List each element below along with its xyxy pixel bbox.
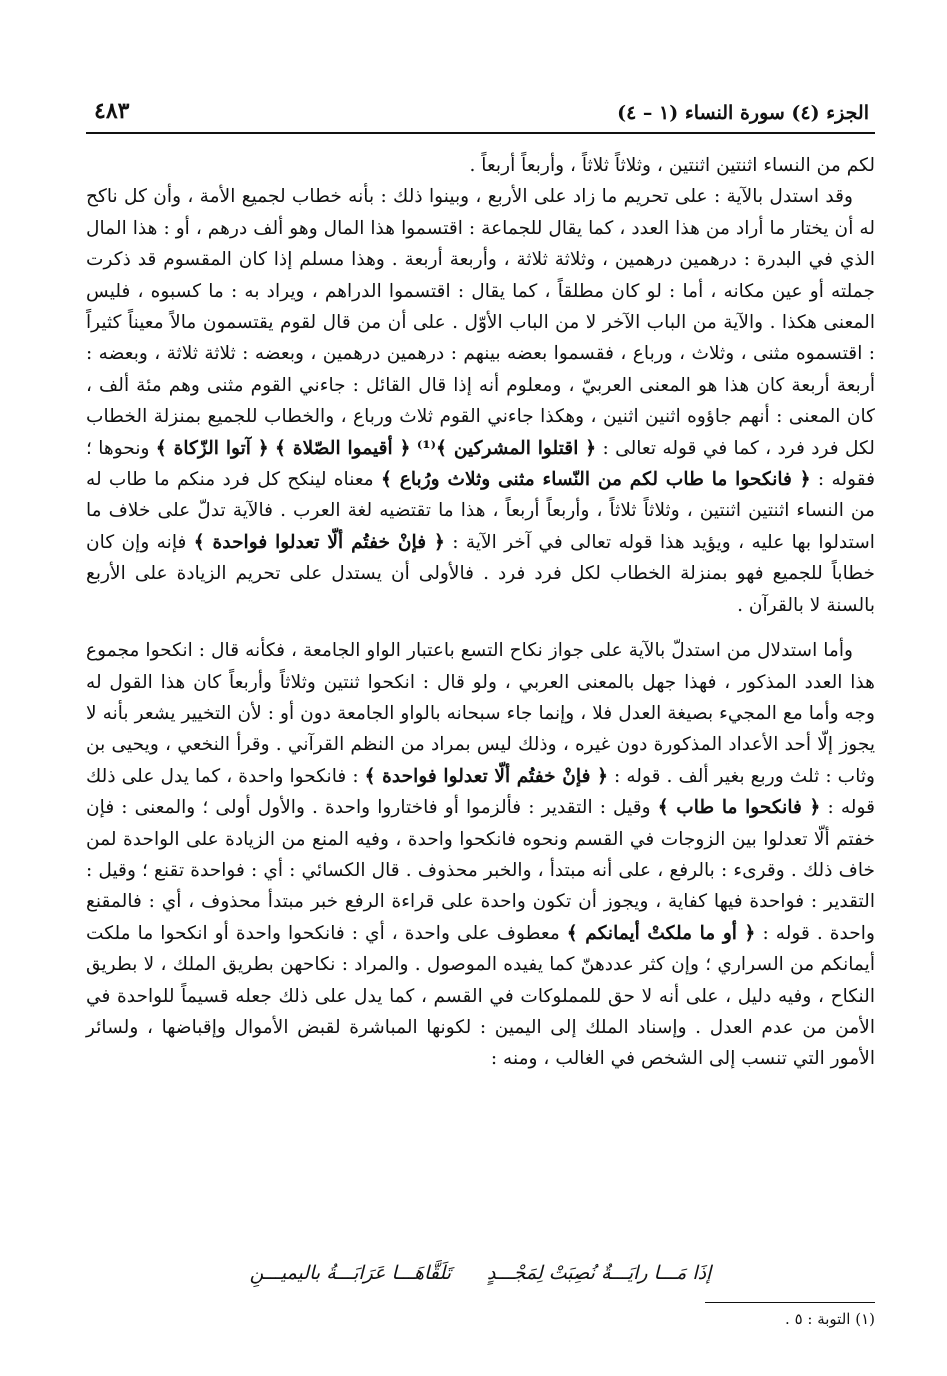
quran-verse: ﴿ آتوا الزّكاة ﴾ <box>155 437 269 459</box>
paragraph-2-end: معناه لينكح كل فرد منكم ما طاب له من النساء اثنتين اثنتين ، وثلاثاً ثلاثاً ، وأربعاً أربعاً ، هذا ما تقتضيه لغة العرب . فالآية تدلّ على خلاف ما استدلوا بها عليه ، ويؤيد هذا قوله تعالى في آخر الآية : <box>86 469 875 553</box>
page-header <box>86 92 875 134</box>
footnote-divider <box>705 1302 875 1303</box>
paragraph-3 <box>86 635 875 1075</box>
quran-verse: ﴿ أقيموا الصّلاة ﴾ <box>275 437 411 459</box>
quran-verse: ﴿ اقتلوا المشركين ﴾⁽¹⁾ <box>416 437 597 459</box>
quran-verse: ﴿ فانكحوا ما طاب لكم من النّساء مثنى وثلاث ورُباع ﴾ <box>381 469 811 491</box>
poem-hemistich-1: إذَا مَـــا رايَـــةٌ نُصِبَتْ لِمَجْـــدٍ <box>487 1262 712 1284</box>
quran-verse: ﴿ فإنْ خفتُم ألّا تعدلوا فواحدة ﴾ <box>193 531 445 553</box>
poem-hemistich-2: تَلَقَّاهَـــا عَرَابَـــةُ باليميـــنِ <box>249 1262 451 1284</box>
quran-verse: ﴿ أو ما ملكتْ أيمانكم ﴾ <box>566 922 756 944</box>
paragraph-3-text: وأما استدلال من استدلّ بالآية على جواز نكاح التسع باعتبار الواو الجامعة ، فكأنه قال : انكحوا مجموع هذا العدد المذكور ، فهذا جهل بالمعنى العربي ، ولو قال : انكحوا ثنتين وثلاثاً وأربعاً كان هذا القول له وجه وأما مع المجيء بصيغة العدل فلا ، وإنما جاء سبحانه بالواو الجامعة دون أو : لأن التخيير يشعر بأنه لا يجوز إلّا أحد الأعداد المذكورة دون غيره ، وذلك ليس بمراد من النظم القرآني . وقرأ النخعي ، ويحيى بن وثاب : ثلث وربع بغير ألف . قوله : <box>86 640 876 787</box>
poem-verse <box>86 1262 875 1284</box>
quran-verse: ﴿ فانكحوا ما طاب ﴾ <box>657 797 821 819</box>
paragraph-2-mid: ونحوها ؛ فقوله : <box>86 437 875 491</box>
footnote: (١) التوبة : ٥ . <box>785 1310 875 1328</box>
page-number: ٤٨٣ <box>94 98 130 124</box>
paragraph-3-tail: معطوف على واحدة ، أي : فانكحوا واحدة أو انكحوا ما ملكت أيمانكم من السراري ؛ وإن كثر عددهنّ كما يفيده الموصول . والمراد : نكاحهن بطريق الملك ، لا بطريق النكاح ، وفيه دليل ، على أنه لا حق للمملوكات في القسم ، كما يدل على ذلك جعله قسيماً للواحدة في الأمن من عدم العدل . وإسناد الملك إلى اليمين : لكونها المباشرة لقبض الأموال وإقباضها ، ولسائر الأمور التي تنسب إلى الشخص في الغالب ، ومنه : <box>86 922 875 1070</box>
running-title: الجزء (٤) سورة النساء (١ – ٤) <box>617 102 869 124</box>
paragraph-1 <box>86 150 875 181</box>
paragraph-2-tail: فإنه وإن كان خطاباً للجميع فهو بمنزلة الخطاب لكل فرد فرد . فالأولى أن يستدل على تحريم الزيادة على الأربع بالسنة لا بالقرآن . <box>86 531 875 616</box>
paragraph-3-end: وقيل : التقدير : فألزموا أو فاختاروا واحدة . والأول أولى ؛ والمعنى : فإن خفتم ألّا تعدلوا بين الزوجات في القسم ونحوه فانكحوا واحدة ، وفيه المنع من الزيادة على الواحدة لمن خاف ذلك . وقرىء : بالرفع ، على أنه مبتدأ ، والخبر محذوف . قال الكسائي : أي : فواحدة تقنع ؛ وقيل : التقدير : فواحدة فيها كفاية ، ويجوز أن تكون واحدة على قراءة الرفع خبر مبتدأ محذوف ، أي : فالمقنع واحدة . قوله : <box>86 797 875 944</box>
body-text <box>86 150 875 1075</box>
paragraph-1-text: لكم من النساء اثنتين اثنتين ، وثلاثاً ثلاثاً ، وأربعاً أربعاً . <box>469 155 875 176</box>
paragraph-3-mid: : فانكحوا واحدة ، كما يدل على ذلك قوله : <box>86 765 875 819</box>
quran-verse: ﴿ فإنْ خفتُم ألّا تعدلوا فواحدة ﴾ <box>364 765 608 787</box>
paragraph-2 <box>86 181 875 621</box>
paragraph-2-text: وقد استدل بالآية : على تحريم ما زاد على الأربع ، وبينوا ذلك : بأنه خطاب لجميع الأمة ، وأن كل ناكح له أن يختار ما أراد من هذا العدد ، كما يقال للجماعة : اقتسموا هذا المال وهو ألف درهم ، أو : هذا المال الذي في البدرة : درهمين درهمين ، وثلاثة ثلاثة ، وأربعة أربعة . وهذا مسلم إذا كان المقسوم قد ذكرت جملته أو عين مكانه ، أما : لو كان مطلقاً ، كما يقال : اقتسموا الدراهم ، ويراد به : ما كسبوه ، فليس المعنى هكذا . والآية من الباب الآخر لا من الباب الأوّل . على أن من قال لقوم يقتسمون مالاً معيناً كثيراً : اقتسموه مثنى ، وثلاث ، ورباع ، فقسموا بعضه بينهم : درهمين درهمين ، وبعضه : ثلاثة ثلاثة ، وبعضه : أربعة أربعة كان هذا هو المعنى العربيّ ، ومعلوم أنه إذا قال القائل : جاءني القوم مثنى وهم مئة ألف ، كان المعنى : أنهم جاؤوه اثنين اثنين ، وهكذا جاءني القوم ثلاث ورباع ، والخطاب للجميع بمنزلة الخطاب لكل فرد فرد ، كما في قوله تعالى : <box>86 186 875 459</box>
